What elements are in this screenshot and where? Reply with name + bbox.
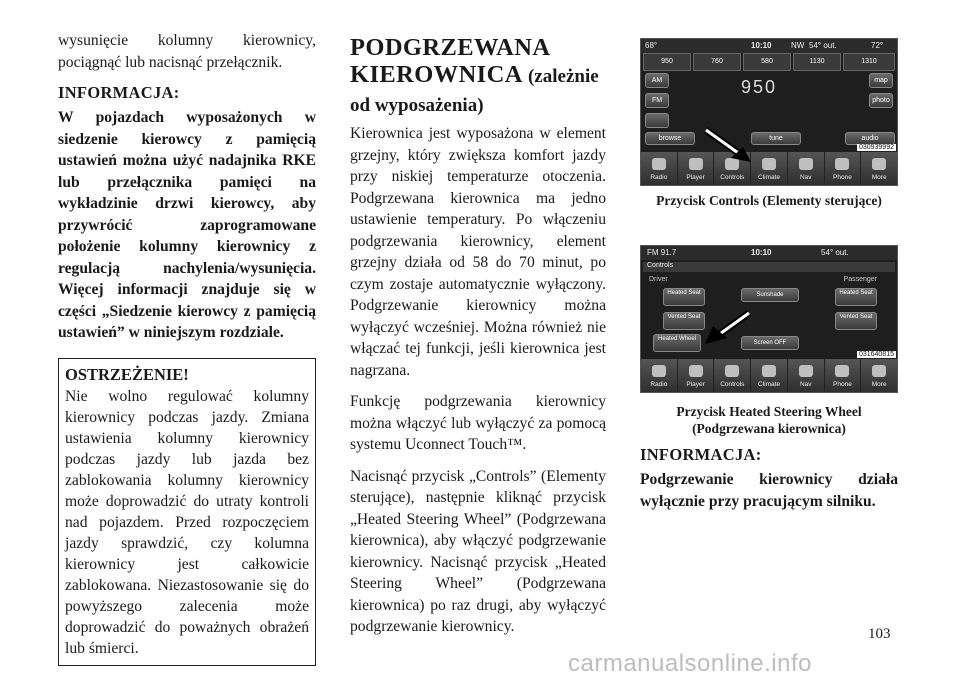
sat-button [645, 113, 669, 128]
paragraph-1: Kierownica jest wyposażona w element grzejny, który zwiększa komfort jazdy przy niskiej temperaturze otoczenia. Podgrzewana kierownica ma jedno ustawienie temperatury. Po włączeniu podgrzewania kierownicy, element grzejny działa od 58 do 70 minut, po czym zostaje automatycznie wyłączony. Podgrzewanie kierownicy można wyłączyć wcześniej. Można również nie włączać tej funkcji, jeśli kierownica jest nagrzana. [350, 125, 606, 379]
image-code-2: 031640815 [858, 351, 894, 358]
image-code: 030939992 [858, 144, 894, 151]
clock: 10:10 [751, 41, 772, 50]
radio-screen-image [640, 38, 898, 186]
nav2-nav: Nav [788, 359, 825, 392]
am-button: AM [645, 73, 669, 88]
browse-button: browse [645, 132, 695, 145]
nav-bar-2 [641, 359, 897, 392]
passenger-label: Passenger [843, 276, 877, 283]
intro-line: wysunięcie kolumny kierownicy, pociągnąć lub nacisnąć przełącznik. [58, 32, 316, 71]
arrow-icon-2 [697, 308, 757, 348]
fm-button: FM [645, 93, 669, 108]
preset-2: 760 [693, 53, 741, 71]
driver-label: Driver [649, 276, 668, 283]
middle-column [350, 34, 606, 638]
info-heading-2: INFORMACJA: [640, 445, 762, 464]
nav-bar [641, 152, 897, 185]
clock-2: 10:10 [751, 248, 772, 257]
preset-1: 950 [643, 53, 691, 71]
frequency: 950 [741, 77, 778, 97]
heading-main: PODGRZEWANA KIEROWNICA [350, 34, 550, 88]
nav2-radio: Radio [641, 359, 678, 392]
warning-text: Nie wolno regulować kolumny kierownicy podczas jazdy. Zmiana ustawienia kolumny kierownicy podczas jazdy lub jazda bez zablokowania kolumny kierownicy może doprowadzić do utraty kontroli nad pojazdem. Przed rozpoczęciem jazdy sprawdzić, czy kolumna kierownicy jest całkowicie zablokowana. Niezastosowanie się do powyższego zalecenia może doprowadzić do poważnych obrażeń lub śmierci. [65, 387, 309, 657]
nav-player: Player [678, 152, 715, 185]
controls-title: Controls [643, 262, 895, 272]
passenger-vented-seat-button: Vented Seat [835, 312, 877, 330]
map-button: map [869, 73, 893, 88]
passenger-heated-seat-button: Heated Seat [835, 288, 877, 306]
nav-radio: Radio [641, 152, 678, 185]
preset-5: 1310 [843, 53, 895, 71]
compass: NW [791, 41, 805, 50]
caption-controls: Przycisk Controls (Elementy sterujące) [656, 193, 882, 208]
preset-3: 580 [743, 53, 791, 71]
info-text-2: Podgrzewanie kierownicy działa wyłącznie przy pracującym silniku. [640, 471, 898, 510]
section-heading [350, 34, 606, 119]
out-temp: 54° out. [809, 41, 837, 50]
tune-button: tune [751, 132, 801, 145]
paragraph-3: Nacisnąć przycisk „Controls” (Elementy sterujące), następnie kliknąć przycisk „Heated Steering Wheel” (Podgrzewana kierownica), aby włączyć podgrzewanie kierownicy. Nacisnąć przycisk „Heated Steering Wheel” (Podgrzewana kierownica) po raz drugi, aby wyłączyć podgrzewanie kierownicy. [350, 467, 606, 635]
info-text: W pojazdach wyposażonych w siedzenie kierowcy z pamięcią ustawień można użyć nadajnika RKE lub przełącznika pamięci na wykładzinie drzwi kierowcy, aby przywrócić zaprogramowane położenie kolumny kierownicy z regulacją nachylenia/wysunięcia. Więcej informacji znajduje się w części „Siedzenie kierowcy z pamięcią ustawień” w niniejszym rozdziale. [58, 109, 316, 341]
page-number: 103 [868, 626, 891, 642]
nav-climate: Climate [751, 152, 788, 185]
station: FM 91.7 [647, 248, 677, 257]
temp-right: 72° [871, 41, 884, 50]
nav-more: More [861, 152, 897, 185]
nav-phone: Phone [825, 152, 862, 185]
caption-line-1: Przycisk Heated Steering Wheel [676, 404, 862, 419]
out-temp-2: 54° out. [821, 248, 849, 257]
warning-heading: OSTRZEŻENIE! [65, 364, 189, 384]
left-column [58, 30, 316, 666]
nav2-climate: Climate [751, 359, 788, 392]
warning-box [58, 358, 316, 666]
status-bar-2 [641, 246, 897, 260]
arrow-icon [701, 125, 761, 165]
heated-seat-button: Heated Seat [663, 288, 705, 306]
watermark: carmanualsonline.info [568, 650, 812, 677]
heated-wheel-button: Heated Wheel [653, 334, 701, 352]
nav2-phone: Phone [825, 359, 862, 392]
preset-4: 1130 [793, 53, 841, 71]
sunshade-button: Sunshade [741, 288, 799, 302]
paragraph-2: Funkcję podgrzewania kierownicy można włączyć lub wyłączyć za pomocą systemu Uconnect Touch™. [350, 393, 606, 453]
controls-screen-image [640, 245, 898, 393]
info-heading: INFORMACJA: [58, 83, 180, 102]
temp-left: 68° [645, 41, 658, 50]
nav2-player: Player [678, 359, 715, 392]
caption-line-2: (Podgrzewana kierownica) [692, 421, 846, 436]
nav-controls: Controls [714, 152, 751, 185]
nav2-controls: Controls [714, 359, 751, 392]
caption-heated-wheel [640, 403, 898, 437]
right-column [640, 38, 898, 512]
photo-button: photo [869, 93, 893, 108]
nav-nav: Nav [788, 152, 825, 185]
audio-button: audio [845, 132, 895, 145]
vented-seat-button: Vented Seat [663, 312, 705, 330]
screen-off-button: Screen OFF [741, 336, 799, 350]
nav2-more: More [861, 359, 897, 392]
status-bar [641, 39, 897, 53]
heading-sub: (zależnie od wyposażenia) [350, 66, 599, 116]
